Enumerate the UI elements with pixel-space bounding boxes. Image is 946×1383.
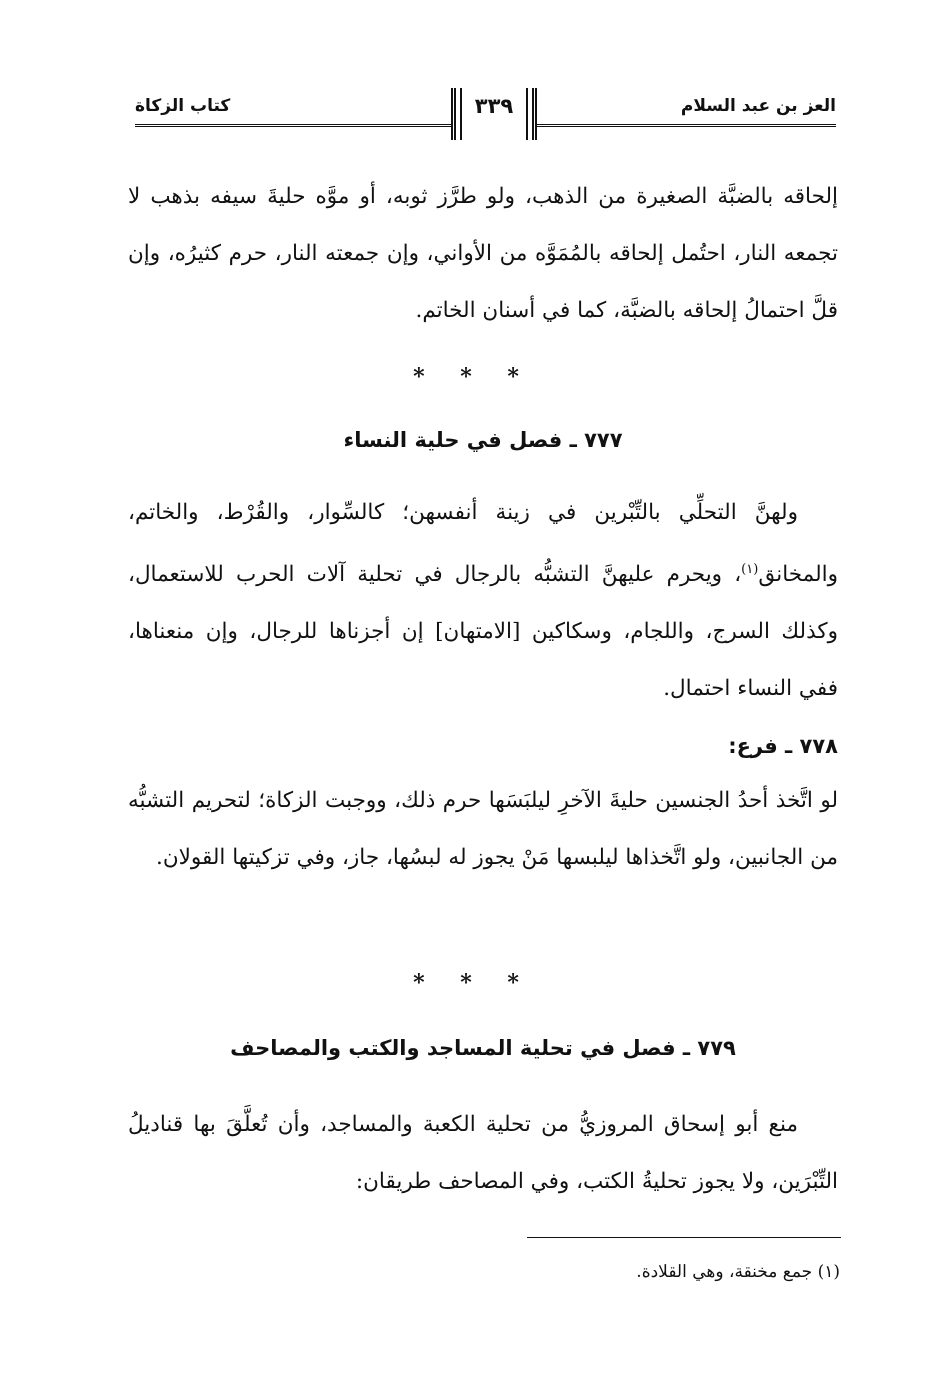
footnote-rule	[527, 1237, 841, 1238]
running-header	[135, 88, 836, 128]
header-book-title: كتاب الزكاة	[135, 96, 231, 116]
section-separator: * * *	[413, 970, 533, 996]
header-author: العز بن عبد السلام	[680, 96, 836, 116]
section-heading-779: ٧٧٩ ـ فصل في تحلية المساجد والكتب والمصاحف	[230, 1036, 736, 1060]
paragraph-text-part1: ولهنَّ التحلِّي بالتِّبْرين في زينة أنفسهن؛ كالسِّوار، والقُرْط، والخاتم، والمخانق	[128, 500, 838, 588]
paragraph-branch	[128, 772, 838, 886]
paragraph-text	[128, 484, 838, 717]
page-number-frame	[451, 88, 537, 140]
paragraph-text: إلحاقه بالضبَّة الصغيرة من الذهب، ولو طرَّز ثوبه، أو موَّه حليةَ سيفه بذهب لا تجمعه النار، احتُمل إلحاقه بالمُمَوَّه من الأواني، وإن جمعته النار، حرم كثيرُه، وإن قلَّ احتمالُ إلحاقه بالضبَّة، كما في أسنان الخاتم.	[128, 184, 838, 323]
page-number: ٣٣٩	[474, 94, 514, 118]
paragraph-women-jewelry	[128, 484, 838, 717]
section-separator: * * *	[413, 364, 533, 390]
paragraph-mosques	[128, 1096, 838, 1210]
footnote: (١) جمع مخنقة، وهي القلادة.	[636, 1262, 840, 1282]
paragraph-continuation	[128, 168, 838, 339]
paragraph-text-part2: ، ويحرم عليهنَّ التشبُّه بالرجال في تحلية آلات الحرب للاستعمال، وكذلك السرج، واللجام، وسكاكين [الامتهان] إن أجزناها للرجال، وإن منعناها، ففي النساء احتمال.	[128, 562, 838, 702]
section-heading-777: ٧٧٧ ـ فصل في حلية النساء	[343, 428, 623, 452]
footnote-reference: (١)	[741, 562, 759, 577]
paragraph-text: لو اتَّخذ أحدُ الجنسين حليةَ الآخرِ ليلبَسَها حرم ذلك، ووجبت الزكاة؛ لتحريم التشبُّه من الجانبين، ولو اتَّخذاها ليلبسها مَنْ يجوز له لبسُها، جاز، وفي تزكيتها القولان.	[128, 788, 838, 870]
subsection-heading-778: ٧٧٨ ـ فرع:	[728, 734, 838, 758]
paragraph-text: منع أبو إسحاق المروزيُّ من تحلية الكعبة والمساجد، وأن تُعلَّقَ بها قناديلُ التِّبْرَين، ولا يجوز تحليةُ الكتب، وفي المصاحف طريقان:	[128, 1112, 838, 1194]
